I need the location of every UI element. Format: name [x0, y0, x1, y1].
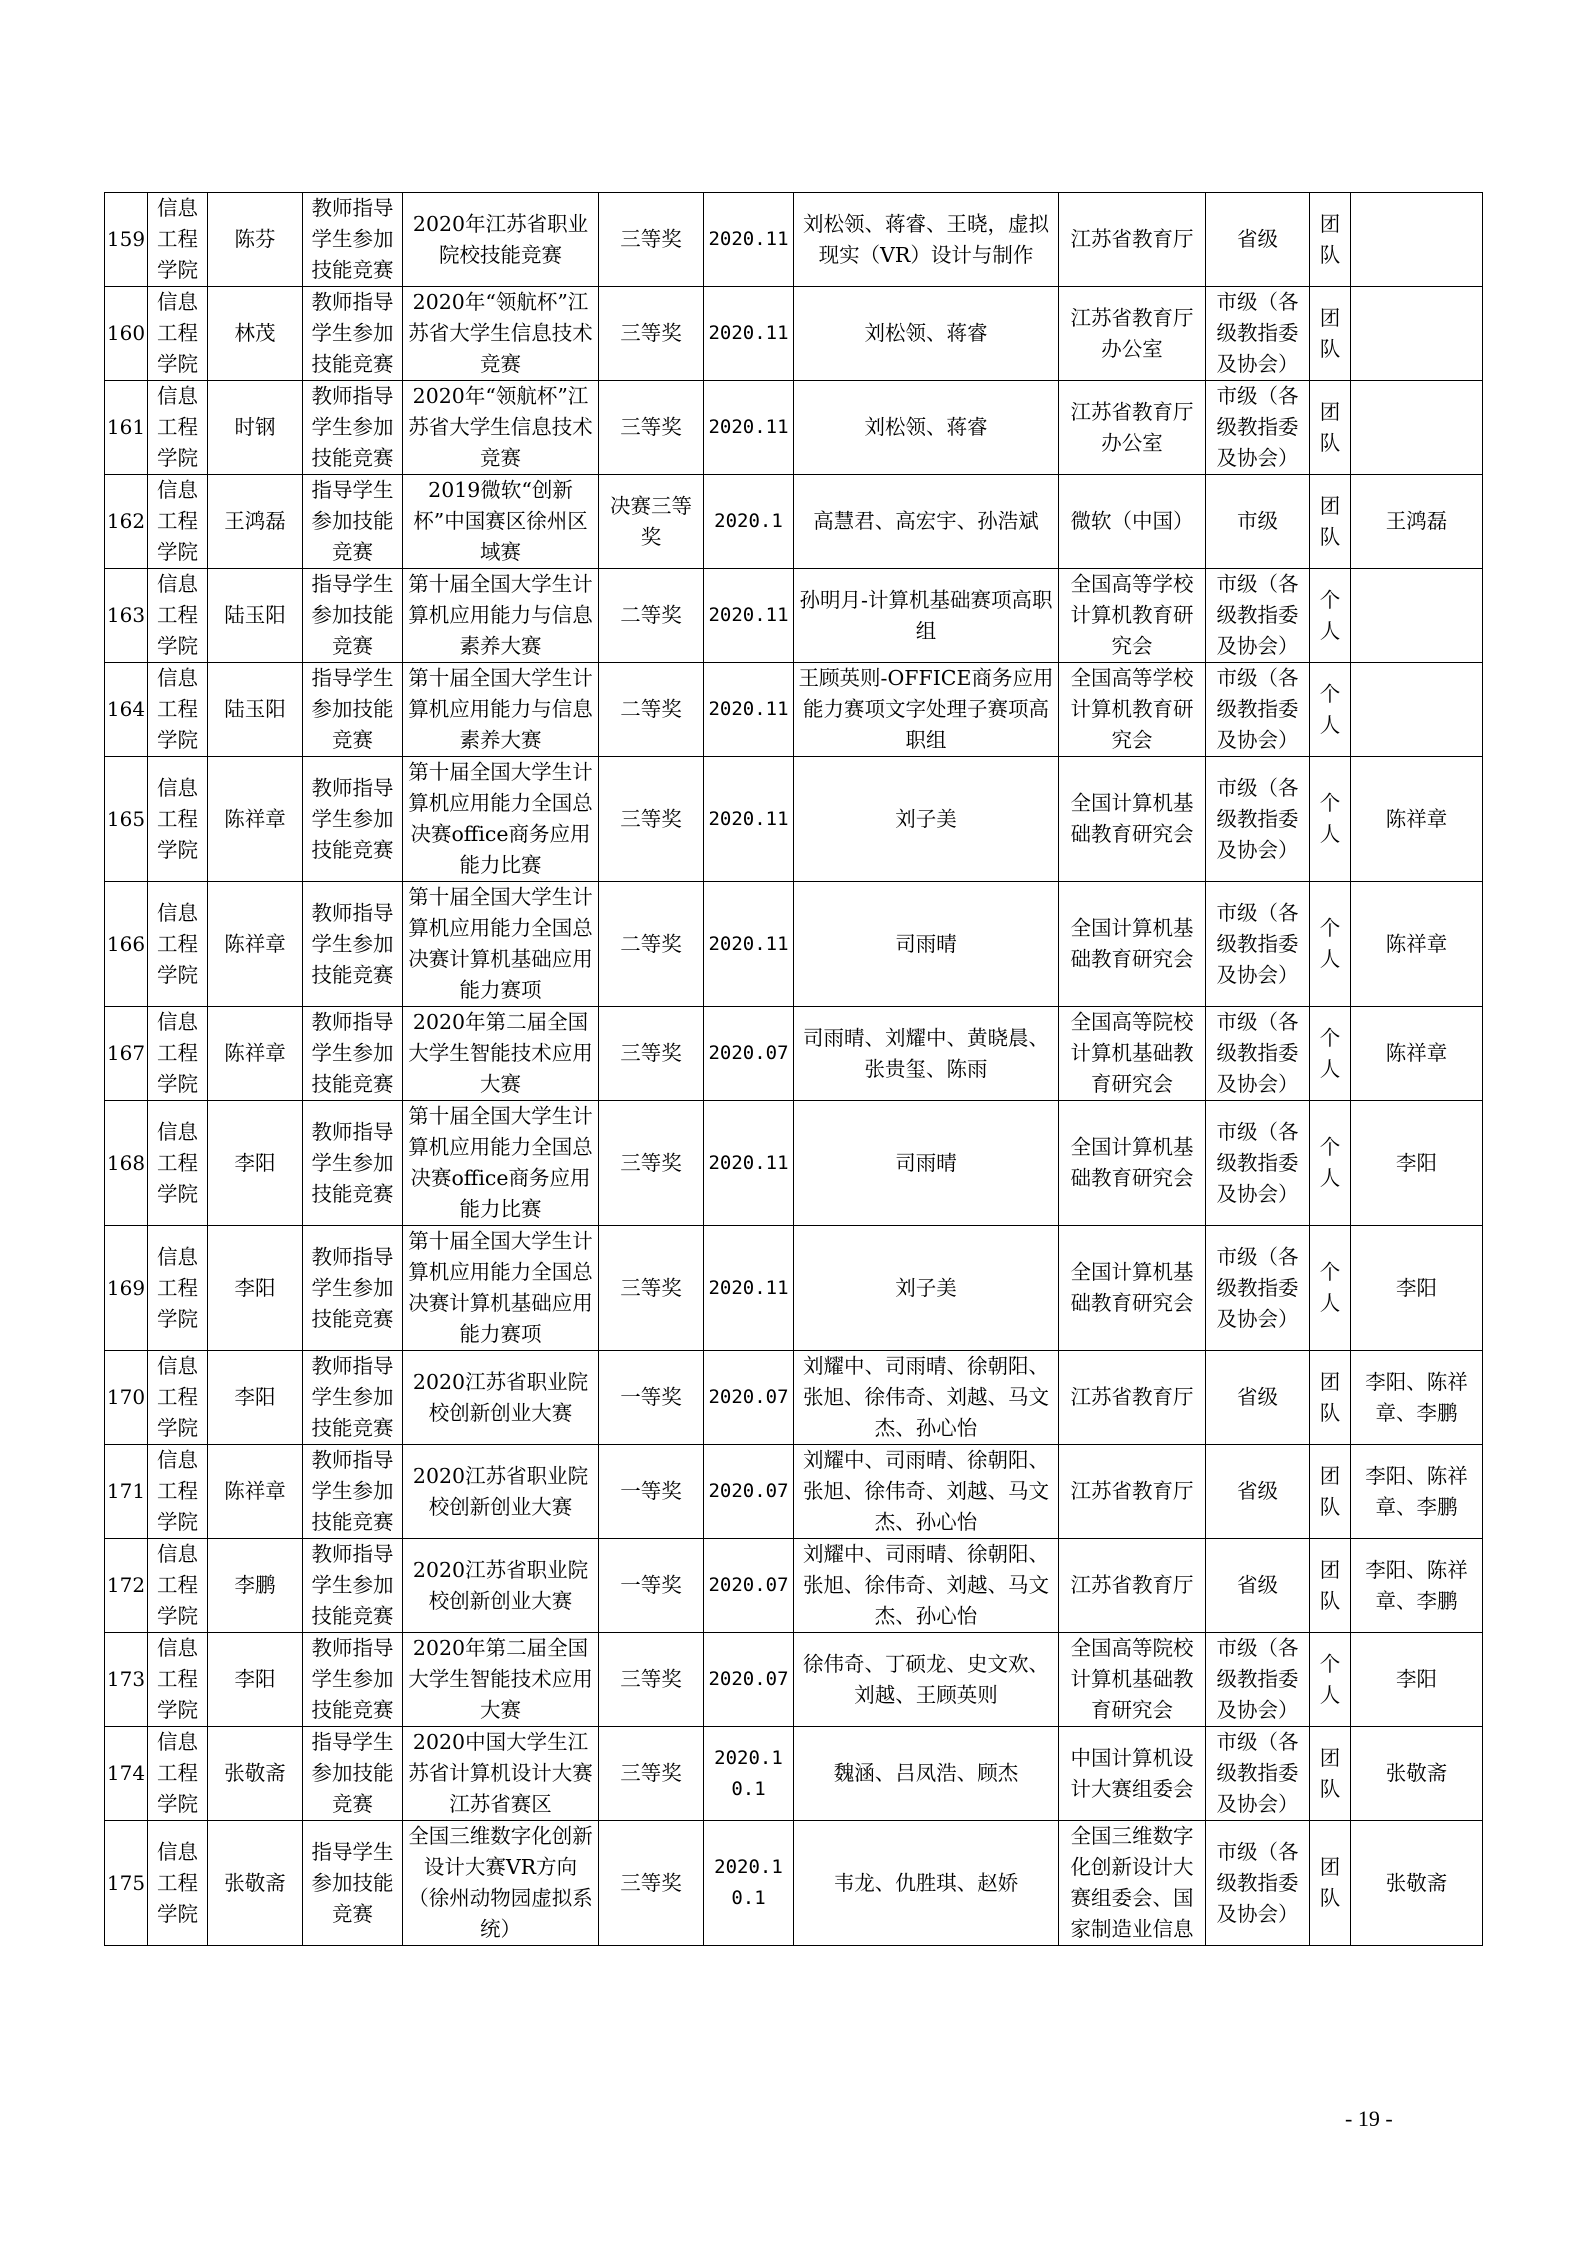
teacher-name-cell: 王鸿磊 [208, 475, 303, 569]
students-cell: 徐伟奇、丁硕龙、史文欢、刘越、王顾英则 [794, 1633, 1059, 1727]
category-cell: 教师指导学生参加技能竞赛 [303, 287, 403, 381]
competition-name-cell: 2020年第二届全国大学生智能技术应用大赛 [403, 1633, 599, 1727]
table-row [105, 1727, 1483, 1821]
instructor-cell: 王鸿磊 [1351, 475, 1483, 569]
competition-level-cell: 市级（各级教指委及协会） [1206, 569, 1310, 663]
row-number-cell: 159 [105, 193, 148, 287]
row-number-cell: 166 [105, 882, 148, 1007]
department-cell: 信息工程学院 [148, 1007, 208, 1101]
department-cell: 信息工程学院 [148, 1633, 208, 1727]
competition-level-cell: 市级（各级教指委及协会） [1206, 882, 1310, 1007]
organizer-cell: 江苏省教育厅 [1059, 1351, 1206, 1445]
page-number: - 19 - [1345, 2106, 1393, 2131]
department-cell: 信息工程学院 [148, 1226, 208, 1351]
row-number-cell: 165 [105, 757, 148, 882]
row-number-cell: 168 [105, 1101, 148, 1226]
organizer-cell: 微软（中国） [1059, 475, 1206, 569]
department-cell: 信息工程学院 [148, 663, 208, 757]
award-date-cell: 2020.1 [704, 475, 794, 569]
row-number-cell: 170 [105, 1351, 148, 1445]
instructor-cell [1351, 193, 1483, 287]
category-cell: 教师指导学生参加技能竞赛 [303, 193, 403, 287]
department-cell: 信息工程学院 [148, 1101, 208, 1226]
students-cell: 孙明月-计算机基础赛项高职组 [794, 569, 1059, 663]
organizer-cell: 全国计算机基础教育研究会 [1059, 1101, 1206, 1226]
organizer-cell: 江苏省教育厅 [1059, 193, 1206, 287]
row-number-cell: 164 [105, 663, 148, 757]
award-level-cell: 三等奖 [599, 1226, 704, 1351]
teacher-name-cell: 陈祥章 [208, 757, 303, 882]
table-row [105, 1821, 1483, 1946]
organizer-cell: 江苏省教育厅 [1059, 1539, 1206, 1633]
competition-level-cell: 市级（各级教指委及协会） [1206, 1226, 1310, 1351]
participation-type-cell: 团队 [1310, 381, 1351, 475]
organizer-cell: 江苏省教育厅办公室 [1059, 287, 1206, 381]
competition-level-cell: 市级（各级教指委及协会） [1206, 757, 1310, 882]
award-date-cell: 2020.11 [704, 663, 794, 757]
students-cell: 王顾英则-OFFICE商务应用能力赛项文字处理子赛项高职组 [794, 663, 1059, 757]
row-number-cell: 169 [105, 1226, 148, 1351]
table-row [105, 193, 1483, 287]
instructor-cell: 李阳、陈祥章、李鹏 [1351, 1351, 1483, 1445]
competition-level-cell: 市级 [1206, 475, 1310, 569]
instructor-cell: 李阳 [1351, 1101, 1483, 1226]
teacher-name-cell: 陆玉阳 [208, 569, 303, 663]
instructor-cell: 李阳、陈祥章、李鹏 [1351, 1445, 1483, 1539]
teacher-name-cell: 李阳 [208, 1101, 303, 1226]
participation-type-cell: 团队 [1310, 1727, 1351, 1821]
award-level-cell: 三等奖 [599, 1101, 704, 1226]
department-cell: 信息工程学院 [148, 569, 208, 663]
students-cell: 司雨晴 [794, 882, 1059, 1007]
participation-type-cell: 团队 [1310, 475, 1351, 569]
category-cell: 教师指导学生参加技能竞赛 [303, 381, 403, 475]
competition-name-cell: 2020江苏省职业院校创新创业大赛 [403, 1539, 599, 1633]
table-row [105, 381, 1483, 475]
teacher-name-cell: 陈祥章 [208, 1445, 303, 1539]
teacher-name-cell: 李阳 [208, 1226, 303, 1351]
category-cell: 教师指导学生参加技能竞赛 [303, 1226, 403, 1351]
table-row [105, 1226, 1483, 1351]
organizer-cell: 全国三维数字化创新设计大赛组委会、国家制造业信息 [1059, 1821, 1206, 1946]
department-cell: 信息工程学院 [148, 1445, 208, 1539]
competition-name-cell: 全国三维数字化创新设计大赛VR方向（徐州动物园虚拟系统） [403, 1821, 599, 1946]
category-cell: 指导学生参加技能竞赛 [303, 569, 403, 663]
department-cell: 信息工程学院 [148, 287, 208, 381]
table-row [105, 1539, 1483, 1633]
students-cell: 魏涵、吕凤浩、顾杰 [794, 1727, 1059, 1821]
teacher-name-cell: 时钢 [208, 381, 303, 475]
award-date-cell: 2020.10.1 [704, 1727, 794, 1821]
award-level-cell: 三等奖 [599, 757, 704, 882]
instructor-cell: 张敬斋 [1351, 1821, 1483, 1946]
department-cell: 信息工程学院 [148, 1351, 208, 1445]
competition-level-cell: 市级（各级教指委及协会） [1206, 1821, 1310, 1946]
competition-name-cell: 第十届全国大学生计算机应用能力全国总决赛office商务应用能力比赛 [403, 1101, 599, 1226]
organizer-cell: 全国计算机基础教育研究会 [1059, 882, 1206, 1007]
teacher-name-cell: 李阳 [208, 1633, 303, 1727]
competition-name-cell: 第十届全国大学生计算机应用能力全国总决赛计算机基础应用能力赛项 [403, 882, 599, 1007]
category-cell: 教师指导学生参加技能竞赛 [303, 1445, 403, 1539]
competition-name-cell: 第十届全国大学生计算机应用能力全国总决赛office商务应用能力比赛 [403, 757, 599, 882]
competition-name-cell: 2020年江苏省职业院校技能竞赛 [403, 193, 599, 287]
table-row [105, 569, 1483, 663]
participation-type-cell: 个人 [1310, 1101, 1351, 1226]
award-date-cell: 2020.11 [704, 1226, 794, 1351]
award-level-cell: 二等奖 [599, 569, 704, 663]
award-date-cell: 2020.07 [704, 1351, 794, 1445]
competition-level-cell: 市级（各级教指委及协会） [1206, 1727, 1310, 1821]
award-level-cell: 三等奖 [599, 1727, 704, 1821]
category-cell: 教师指导学生参加技能竞赛 [303, 1351, 403, 1445]
competition-level-cell: 市级（各级教指委及协会） [1206, 663, 1310, 757]
department-cell: 信息工程学院 [148, 1727, 208, 1821]
department-cell: 信息工程学院 [148, 475, 208, 569]
participation-type-cell: 团队 [1310, 1539, 1351, 1633]
instructor-cell: 李阳 [1351, 1226, 1483, 1351]
competition-level-cell: 省级 [1206, 193, 1310, 287]
award-level-cell: 一等奖 [599, 1351, 704, 1445]
competition-level-cell: 省级 [1206, 1445, 1310, 1539]
competition-name-cell: 2020中国大学生江苏省计算机设计大赛江苏省赛区 [403, 1727, 599, 1821]
participation-type-cell: 团队 [1310, 193, 1351, 287]
category-cell: 教师指导学生参加技能竞赛 [303, 1007, 403, 1101]
award-date-cell: 2020.11 [704, 381, 794, 475]
participation-type-cell: 个人 [1310, 1226, 1351, 1351]
competition-level-cell: 市级（各级教指委及协会） [1206, 1007, 1310, 1101]
participation-type-cell: 个人 [1310, 882, 1351, 1007]
teacher-name-cell: 陈芬 [208, 193, 303, 287]
award-date-cell: 2020.10.1 [704, 1821, 794, 1946]
participation-type-cell: 个人 [1310, 1007, 1351, 1101]
row-number-cell: 173 [105, 1633, 148, 1727]
award-level-cell: 三等奖 [599, 287, 704, 381]
teacher-name-cell: 李鹏 [208, 1539, 303, 1633]
teacher-name-cell: 张敬斋 [208, 1821, 303, 1946]
category-cell: 指导学生参加技能竞赛 [303, 1821, 403, 1946]
participation-type-cell: 个人 [1310, 1633, 1351, 1727]
category-cell: 教师指导学生参加技能竞赛 [303, 1101, 403, 1226]
competition-name-cell: 2019微软“创新杯”中国赛区徐州区域赛 [403, 475, 599, 569]
organizer-cell: 全国高等院校计算机基础教育研究会 [1059, 1007, 1206, 1101]
category-cell: 指导学生参加技能竞赛 [303, 1727, 403, 1821]
table-row [105, 287, 1483, 381]
row-number-cell: 174 [105, 1727, 148, 1821]
students-cell: 刘耀中、司雨晴、徐朝阳、张旭、徐伟奇、刘越、马文杰、孙心怡 [794, 1351, 1059, 1445]
instructor-cell: 张敬斋 [1351, 1727, 1483, 1821]
award-level-cell: 二等奖 [599, 663, 704, 757]
row-number-cell: 163 [105, 569, 148, 663]
table-row [105, 1445, 1483, 1539]
instructor-cell [1351, 569, 1483, 663]
students-cell: 刘耀中、司雨晴、徐朝阳、张旭、徐伟奇、刘越、马文杰、孙心怡 [794, 1539, 1059, 1633]
category-cell: 教师指导学生参加技能竞赛 [303, 1633, 403, 1727]
category-cell: 教师指导学生参加技能竞赛 [303, 882, 403, 1007]
competition-name-cell: 2020年“领航杯”江苏省大学生信息技术竞赛 [403, 381, 599, 475]
students-cell: 刘松领、蒋睿 [794, 381, 1059, 475]
competition-name-cell: 2020江苏省职业院校创新创业大赛 [403, 1445, 599, 1539]
award-date-cell: 2020.07 [704, 1445, 794, 1539]
teacher-name-cell: 陈祥章 [208, 882, 303, 1007]
table-row [105, 882, 1483, 1007]
instructor-cell: 陈祥章 [1351, 757, 1483, 882]
organizer-cell: 中国计算机设计大赛组委会 [1059, 1727, 1206, 1821]
competition-name-cell: 第十届全国大学生计算机应用能力全国总决赛计算机基础应用能力赛项 [403, 1226, 599, 1351]
row-number-cell: 160 [105, 287, 148, 381]
department-cell: 信息工程学院 [148, 882, 208, 1007]
award-date-cell: 2020.11 [704, 1101, 794, 1226]
department-cell: 信息工程学院 [148, 1821, 208, 1946]
students-cell: 司雨晴 [794, 1101, 1059, 1226]
participation-type-cell: 团队 [1310, 287, 1351, 381]
row-number-cell: 172 [105, 1539, 148, 1633]
table-row [105, 663, 1483, 757]
award-date-cell: 2020.11 [704, 193, 794, 287]
students-cell: 司雨晴、刘耀中、黄晓晨、张贵玺、陈雨 [794, 1007, 1059, 1101]
participation-type-cell: 团队 [1310, 1821, 1351, 1946]
teacher-name-cell: 张敬斋 [208, 1727, 303, 1821]
students-cell: 韦龙、仇胜琪、赵娇 [794, 1821, 1059, 1946]
award-level-cell: 一等奖 [599, 1445, 704, 1539]
table-row [105, 1633, 1483, 1727]
students-cell: 刘子美 [794, 757, 1059, 882]
awards-table [104, 192, 1483, 1946]
award-date-cell: 2020.11 [704, 569, 794, 663]
organizer-cell: 全国高等学校计算机教育研究会 [1059, 663, 1206, 757]
row-number-cell: 162 [105, 475, 148, 569]
row-number-cell: 171 [105, 1445, 148, 1539]
students-cell: 高慧君、高宏宇、孙浩斌 [794, 475, 1059, 569]
organizer-cell: 全国高等院校计算机基础教育研究会 [1059, 1633, 1206, 1727]
teacher-name-cell: 陆玉阳 [208, 663, 303, 757]
category-cell: 教师指导学生参加技能竞赛 [303, 757, 403, 882]
competition-level-cell: 市级（各级教指委及协会） [1206, 1101, 1310, 1226]
instructor-cell [1351, 381, 1483, 475]
participation-type-cell: 团队 [1310, 1445, 1351, 1539]
award-level-cell: 三等奖 [599, 381, 704, 475]
awards-table-body [105, 193, 1483, 1946]
instructor-cell: 李阳、陈祥章、李鹏 [1351, 1539, 1483, 1633]
award-date-cell: 2020.07 [704, 1539, 794, 1633]
organizer-cell: 全国计算机基础教育研究会 [1059, 1226, 1206, 1351]
students-cell: 刘松领、蒋睿 [794, 287, 1059, 381]
competition-name-cell: 第十届全国大学生计算机应用能力与信息素养大赛 [403, 569, 599, 663]
row-number-cell: 175 [105, 1821, 148, 1946]
students-cell: 刘松领、蒋睿、王晓，虚拟现实（VR）设计与制作 [794, 193, 1059, 287]
instructor-cell: 陈祥章 [1351, 1007, 1483, 1101]
students-cell: 刘子美 [794, 1226, 1059, 1351]
award-level-cell: 三等奖 [599, 1007, 704, 1101]
students-cell: 刘耀中、司雨晴、徐朝阳、张旭、徐伟奇、刘越、马文杰、孙心怡 [794, 1445, 1059, 1539]
category-cell: 指导学生参加技能竞赛 [303, 663, 403, 757]
competition-level-cell: 市级（各级教指委及协会） [1206, 1633, 1310, 1727]
award-level-cell: 三等奖 [599, 1633, 704, 1727]
organizer-cell: 江苏省教育厅办公室 [1059, 381, 1206, 475]
category-cell: 教师指导学生参加技能竞赛 [303, 1539, 403, 1633]
teacher-name-cell: 林茂 [208, 287, 303, 381]
row-number-cell: 167 [105, 1007, 148, 1101]
table-row [105, 1351, 1483, 1445]
organizer-cell: 江苏省教育厅 [1059, 1445, 1206, 1539]
department-cell: 信息工程学院 [148, 381, 208, 475]
participation-type-cell: 个人 [1310, 757, 1351, 882]
row-number-cell: 161 [105, 381, 148, 475]
department-cell: 信息工程学院 [148, 1539, 208, 1633]
instructor-cell: 陈祥章 [1351, 882, 1483, 1007]
participation-type-cell: 个人 [1310, 569, 1351, 663]
organizer-cell: 全国高等学校计算机教育研究会 [1059, 569, 1206, 663]
award-level-cell: 决赛三等奖 [599, 475, 704, 569]
department-cell: 信息工程学院 [148, 757, 208, 882]
award-date-cell: 2020.07 [704, 1007, 794, 1101]
instructor-cell [1351, 287, 1483, 381]
teacher-name-cell: 陈祥章 [208, 1007, 303, 1101]
table-row [105, 1007, 1483, 1101]
award-level-cell: 三等奖 [599, 1821, 704, 1946]
competition-level-cell: 市级（各级教指委及协会） [1206, 287, 1310, 381]
award-level-cell: 二等奖 [599, 882, 704, 1007]
table-row [105, 757, 1483, 882]
competition-name-cell: 2020年“领航杯”江苏省大学生信息技术竞赛 [403, 287, 599, 381]
award-level-cell: 三等奖 [599, 193, 704, 287]
competition-name-cell: 2020江苏省职业院校创新创业大赛 [403, 1351, 599, 1445]
participation-type-cell: 团队 [1310, 1351, 1351, 1445]
participation-type-cell: 个人 [1310, 663, 1351, 757]
teacher-name-cell: 李阳 [208, 1351, 303, 1445]
table-row [105, 1101, 1483, 1226]
table-row [105, 475, 1483, 569]
instructor-cell: 李阳 [1351, 1633, 1483, 1727]
department-cell: 信息工程学院 [148, 193, 208, 287]
award-date-cell: 2020.11 [704, 287, 794, 381]
category-cell: 指导学生参加技能竞赛 [303, 475, 403, 569]
award-date-cell: 2020.07 [704, 1633, 794, 1727]
competition-level-cell: 省级 [1206, 1539, 1310, 1633]
award-date-cell: 2020.11 [704, 757, 794, 882]
award-date-cell: 2020.11 [704, 882, 794, 1007]
award-level-cell: 一等奖 [599, 1539, 704, 1633]
competition-name-cell: 2020年第二届全国大学生智能技术应用大赛 [403, 1007, 599, 1101]
organizer-cell: 全国计算机基础教育研究会 [1059, 757, 1206, 882]
competition-level-cell: 省级 [1206, 1351, 1310, 1445]
competition-name-cell: 第十届全国大学生计算机应用能力与信息素养大赛 [403, 663, 599, 757]
instructor-cell [1351, 663, 1483, 757]
competition-level-cell: 市级（各级教指委及协会） [1206, 381, 1310, 475]
